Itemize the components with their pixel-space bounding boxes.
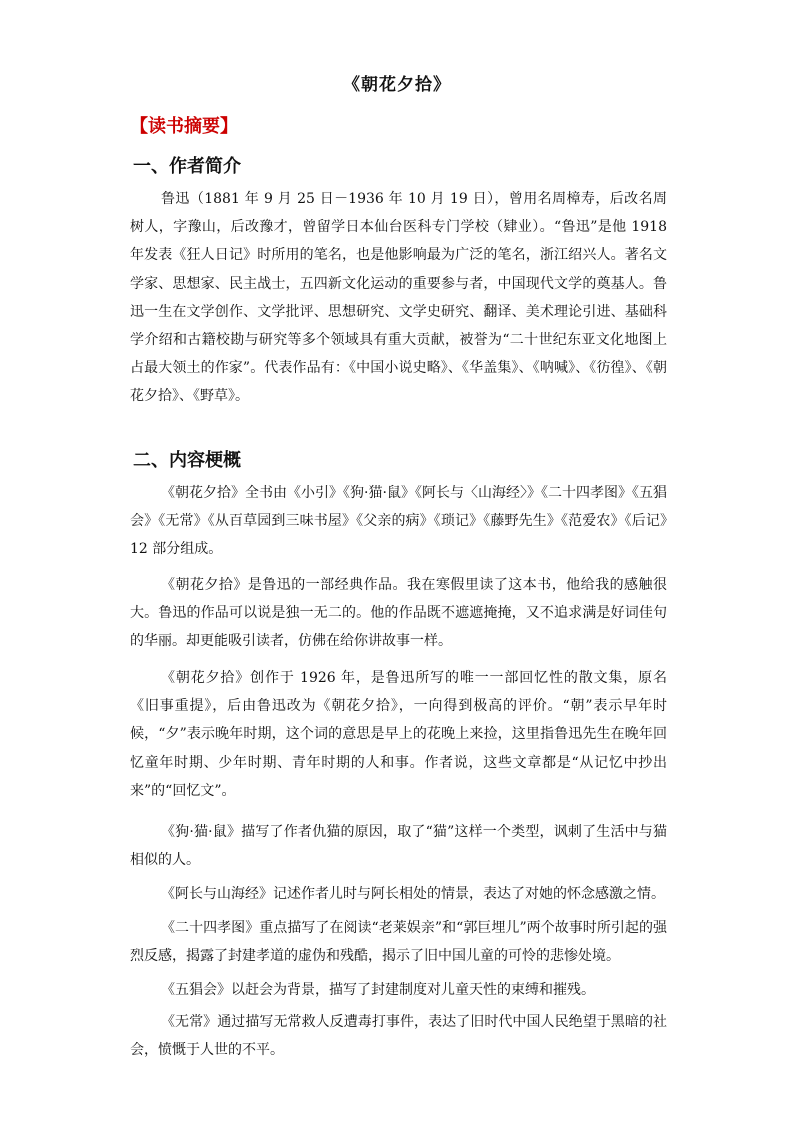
author-intro-paragraph: 鲁迅（1881 年 9 月 25 日－1936 年 10 月 19 日），曾用名周樟寿，后改名周树人，字豫山，后改豫才，曾留学日本仙台医科专门学校（肄业）。“鲁迅”是他 1918 年发表《狂人日记》时所用的笔名，也是他影响最为广泛的笔名，浙江绍兴人。著名文学家、思想家、民主战士，五四新文化运动的重要参与者，中国现代文学的奠基人。鲁迅一生在文学创作、文学批评、思想研究、文学史研究、翻译、美术理论引进、基础科学介绍和古籍校勘与研究等多个领域具有重大贡献，被誉为“二十世纪东亚文化地图上占最大领土的作家”。代表作品有：《中国小说史略》、《华盖集》、《呐喊》、《彷徨》、《朝花夕拾》、《野草》。 xyxy=(130,191,667,405)
content-paragraph: 《五猖会》以赶会为背景，描写了封建制度对儿童天性的束缚和摧残。 xyxy=(161,982,595,998)
content-paragraph: 《狗·猫·鼠》描写了作者仇猫的原因，取了“猫”这样一个类型，讽刺了生活中与猫相似的人。 xyxy=(130,824,667,869)
content-paragraph: 《朝花夕拾》是鲁迅的一部经典作品。我在寒假里读了这本书，他给我的感触很大。鲁迅的作品可以说是独一无二的。他的作品既不遮遮掩掩，又不追求满是好词佳句的华丽。却更能吸引读者，仿佛在给你讲故事一样。 xyxy=(130,577,667,650)
document-title: 《朝花夕拾》 xyxy=(343,75,451,95)
content-paragraph: 《朝花夕拾》全书由《小引》《狗·猫·鼠》《阿长与〈山海经〉》《二十四孝图》《五猖会》《无常》《从百草园到三味书屋》《父亲的病》《琐记》《藤野先生》《范爱农》《后记》12 部分组成。 xyxy=(130,485,667,558)
section-heading-author: 一、作者简介 xyxy=(133,156,241,177)
content-paragraph: 《朝花夕拾》创作于 1926 年，是鲁迅所写的唯一一部回忆性的散文集，原名《旧事重提》，后由鲁迅改为《朝花夕拾》，一向得到极高的评价。“朝”表示早年时候，“夕”表示晚年时期，这个词的意思是早上的花晚上来捡，这里指鲁迅先生在晚年回忆童年时期、少年时期、青年时期的人和事。作者说，这些文章都是“从记忆中抄出来”的“回忆文”。 xyxy=(130,670,667,799)
content-paragraph: 《二十四孝图》重点描写了在阅读“老莱娱亲”和“郭巨埋儿”两个故事时所引起的强烈反感，揭露了封建孝道的虚伪和残酷，揭示了旧中国儿童的可怜的悲惨处境。 xyxy=(130,920,667,965)
content-paragraph: 《无常》通过描写无常救人反遭毒打事件，表达了旧时代中国人民绝望于黑暗的社会，愤慨于人世的不平。 xyxy=(130,1014,667,1059)
content-paragraph: 《阿长与山海经》记述作者儿时与阿长相处的情景，表达了对她的怀念感激之情。 xyxy=(161,886,665,902)
section-heading-summary: 二、内容梗概 xyxy=(133,450,241,471)
reading-summary-label: 【读书摘要】 xyxy=(130,116,238,137)
